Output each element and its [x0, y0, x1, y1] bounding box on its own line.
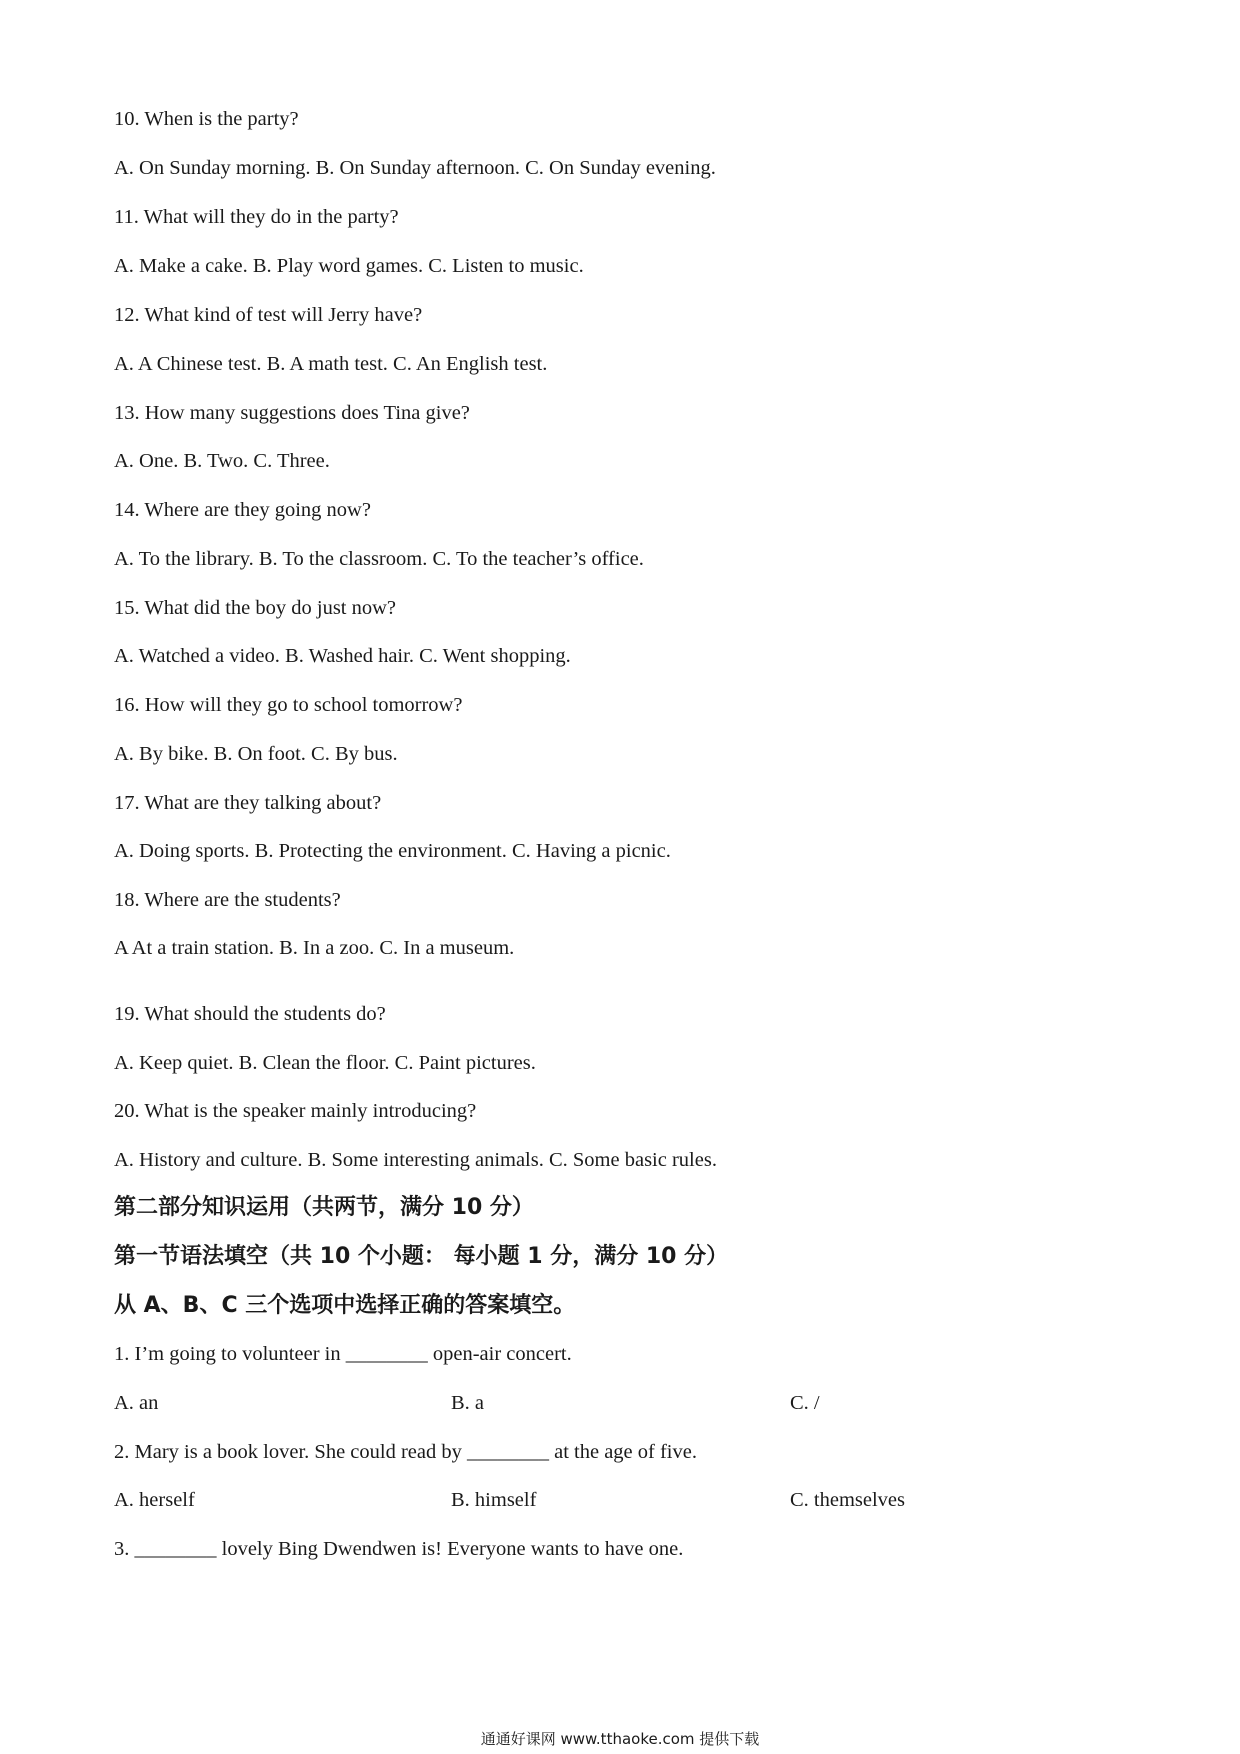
options-19: A. Keep quiet. B. Clean the floor. C. Paint pictures. — [114, 1052, 536, 1074]
options-17: A. Doing sports. B. Protecting the environment. C. Having a picnic. — [114, 840, 671, 862]
options-10: A. On Sunday morning. B. On Sunday afternoon. C. On Sunday evening. — [114, 157, 716, 179]
question-13: 13. How many suggestions does Tina give? — [114, 402, 470, 424]
options-14: A. To the library. B. To the classroom. C. To the teacher’s office. — [114, 548, 644, 570]
options-13: A. One. B. Two. C. Three. — [114, 450, 330, 472]
question-18: 18. Where are the students? — [114, 889, 341, 911]
question-19: 19. What should the students do? — [114, 1003, 386, 1025]
page-footer: 通通好课网 www.tthaoke.com 提供下载 — [480, 1730, 760, 1748]
grammar-question-1: 1. I’m going to volunteer in ________ open-air concert. — [114, 1343, 572, 1365]
grammar-1-option-a: A. an — [114, 1392, 159, 1414]
grammar-2-option-b: B. himself — [451, 1489, 537, 1511]
section-one-title: 第一节语法填空（共 10 个小题： 每小题 1 分，满分 10 分） — [114, 1244, 729, 1269]
grammar-2-option-a: A. herself — [114, 1489, 195, 1511]
question-17: 17. What are they talking about? — [114, 792, 382, 814]
question-20: 20. What is the speaker mainly introducing? — [114, 1100, 477, 1122]
grammar-1-option-c: C. / — [790, 1392, 820, 1414]
grammar-2-option-c: C. themselves — [790, 1489, 906, 1511]
grammar-1-option-b: B. a — [451, 1392, 485, 1414]
section-instruction: 从 A、B、C 三个选项中选择正确的答案填空。 — [114, 1293, 576, 1318]
question-11: 11. What will they do in the party? — [114, 206, 399, 228]
question-12: 12. What kind of test will Jerry have? — [114, 304, 423, 326]
options-16: A. By bike. B. On foot. C. By bus. — [114, 743, 398, 765]
options-18: A At a train station. B. In a zoo. C. In a museum. — [114, 937, 515, 959]
grammar-question-3: 3. ________ lovely Bing Dwendwen is! Everyone wants to have one. — [114, 1538, 684, 1560]
options-20: A. History and culture. B. Some interesting animals. C. Some basic rules. — [114, 1149, 717, 1171]
question-16: 16. How will they go to school tomorrow? — [114, 694, 463, 716]
question-15: 15. What did the boy do just now? — [114, 597, 397, 619]
options-15: A. Watched a video. B. Washed hair. C. Went shopping. — [114, 645, 571, 667]
question-10: 10. When is the party? — [114, 108, 299, 130]
grammar-question-2: 2. Mary is a book lover. She could read by ________ at the age of five. — [114, 1441, 697, 1463]
question-14: 14. Where are they going now? — [114, 499, 371, 521]
part-two-title: 第二部分知识运用（共两节，满分 10 分） — [114, 1195, 534, 1220]
options-12: A. A Chinese test. B. A math test. C. An English test. — [114, 353, 548, 375]
options-11: A. Make a cake. B. Play word games. C. Listen to music. — [114, 255, 584, 277]
